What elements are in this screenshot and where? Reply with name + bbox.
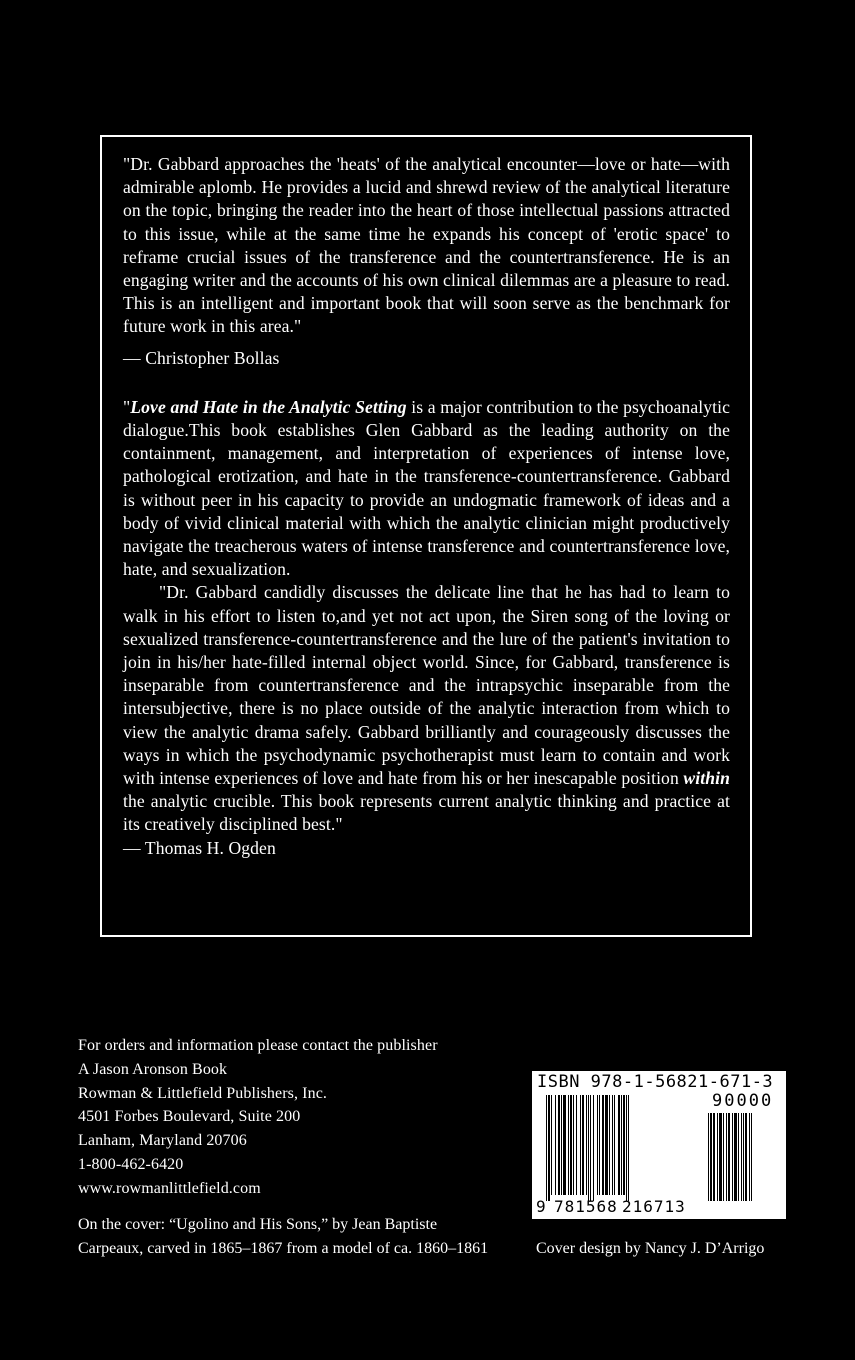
price-code: 90000	[712, 1091, 774, 1111]
barcode-bar	[576, 1095, 577, 1195]
isbn-label: ISBN 978-1-56821-671-3	[537, 1072, 774, 1092]
publisher-website: www.rowmanlittlefield.com	[78, 1179, 261, 1197]
barcode-addon-bar	[713, 1113, 715, 1201]
cover-art-note	[78, 1213, 488, 1261]
barcode-addon-bar	[743, 1113, 744, 1201]
barcode-bar	[602, 1095, 604, 1195]
barcode-addon-bar	[708, 1113, 709, 1201]
barcode-bar	[609, 1095, 610, 1195]
cover-note-line-2: Carpeaux, carved in 1865–1867 from a model of ca. 1860–1861	[78, 1240, 489, 1257]
barcode-bar	[590, 1095, 591, 1201]
barcode-bar	[614, 1095, 615, 1195]
ogden-para2-end: the analytic crucible. This book represents current analytic thinking and practice at its creatively disciplined best."	[123, 791, 730, 835]
barcode-bar	[548, 1095, 550, 1201]
barcode-bar	[580, 1095, 581, 1195]
ogden-attribution: — Thomas H. Ogden	[123, 837, 276, 858]
barcode-bar	[568, 1095, 569, 1195]
barcode-addon-bar	[726, 1113, 727, 1201]
barcode-digits-left: 781568	[554, 1197, 618, 1216]
bollas-quote: "Dr. Gabbard approaches the 'heats' of the analytical encounter—love or hate—with admirable aplomb. He provides a lucid and shrewd review of the analytical literature on the topic, bringing the reader into the heart of those intellectual passions attracted to this issue, while at the same time he expands his concept of 'erotic space' to reframe crucial issues of the transference and the countertransference. He is an engaging writer and the accounts of his own clinical dilemmas are a pleasure to read. This is an intelligent and important book that will soon serve as the benchmark for future work in this area."	[123, 154, 730, 337]
barcode-bar	[586, 1095, 587, 1195]
barcode-addon-bar	[723, 1113, 724, 1201]
barcode-bar	[623, 1095, 625, 1195]
ogden-quote-paragraph-1	[123, 396, 730, 582]
barcode-bar	[555, 1095, 556, 1195]
publisher-info	[78, 1034, 438, 1201]
ogden-emphasis: within	[683, 768, 730, 789]
barcode-bar	[546, 1095, 547, 1201]
barcode-digit-first: 9	[536, 1197, 546, 1216]
barcode-addon-bar	[738, 1113, 739, 1201]
barcode-addon-bar	[728, 1113, 730, 1201]
barcode-bar	[599, 1095, 600, 1195]
barcode-bar	[597, 1095, 598, 1195]
ogden-para2-start: "Dr. Gabbard candidly discusses the delicate line that he has had to learn to walk in his effort to listen to,and yet not act upon, the Siren song of the loving or sexualized transference-countertransference and the lure of the patient's invitation to join in his/her hate-filled internal object world. Since, for Gabbard, transference is inseparable from countertransference and the intrapsychic inseparable from the intersubjective, there is no place outside of the analytic interaction from which to view the analytic drama safely. Gabbard brilliantly and courageously discusses the ways in which the psychodynamic psychotherapist must learn to contain and work with intense experiences of love and hate from his or her inescapable position	[123, 582, 730, 789]
book-title: Love and Hate in the Analytic Setting	[130, 396, 407, 417]
barcode-bar	[561, 1095, 562, 1195]
barcode-addon-bar	[719, 1113, 722, 1201]
ogden-quote-paragraph-2	[123, 581, 730, 836]
barcode-bar	[621, 1095, 622, 1195]
barcode-bar	[551, 1095, 552, 1195]
publisher-line: 1-800-462-6420	[78, 1155, 184, 1173]
publisher-line: A Jason Aronson Book	[78, 1060, 228, 1078]
publisher-line: Lanham, Maryland 20706	[78, 1132, 247, 1150]
barcode-addon-bar	[710, 1113, 712, 1201]
barcode-addon-bar	[751, 1113, 752, 1201]
bollas-attribution: — Christopher Bollas	[123, 347, 280, 368]
isbn-barcode	[532, 1071, 786, 1219]
publisher-line: Rowman & Littlefield Publishers, Inc.	[78, 1084, 327, 1102]
barcode-bar	[605, 1095, 608, 1195]
barcode-bar	[588, 1095, 589, 1201]
ogden-para1-rest: is a major contribution to the psychoanalytic dialogue.This book establishes Glen Gabbard as the leading authority on the containment, management, and interpretation of experiences of intense love, pathological erotization, and hate in the transference-countertransference. Gabbard is without peer in his capacity to provide an undogmatic framework of ideas and a body of vivid clinical material with which the analytic clinician might productively navigate the treacherous waters of intense transference and countertransference love, hate, and sexualization.	[123, 396, 731, 580]
barcode-bar	[593, 1095, 594, 1201]
barcode-bar	[626, 1095, 627, 1201]
barcode-addon-bar	[741, 1113, 742, 1201]
barcode-bar	[573, 1095, 574, 1195]
barcode-bar	[563, 1095, 566, 1195]
barcode-bar	[612, 1095, 613, 1195]
cover-design-credit: Cover design by Nancy J. D’Arrigo	[536, 1240, 765, 1257]
barcode-bar	[582, 1095, 584, 1195]
barcode-bar	[570, 1095, 572, 1195]
barcode-addon-bar	[745, 1113, 747, 1201]
barcode-addon-bar	[732, 1113, 733, 1201]
publisher-line: For orders and information please contact the publisher	[78, 1037, 438, 1054]
barcode-digits-right: 216713	[622, 1197, 686, 1216]
barcode-bar	[558, 1095, 560, 1195]
barcode-bar	[628, 1095, 629, 1201]
barcode-addon-bar	[749, 1113, 750, 1201]
review-quotes-box	[100, 135, 752, 937]
publisher-line: 4501 Forbes Boulevard, Suite 200	[78, 1108, 301, 1126]
review-quotes	[123, 153, 730, 860]
barcode-addon-bar	[717, 1113, 718, 1201]
cover-note-line-1: On the cover: “Ugolino and His Sons,” by Jean Baptiste	[78, 1216, 438, 1233]
barcode-bar	[618, 1095, 620, 1195]
ogden-open-quote: "	[123, 396, 131, 417]
barcode-addon-bar	[734, 1113, 737, 1201]
